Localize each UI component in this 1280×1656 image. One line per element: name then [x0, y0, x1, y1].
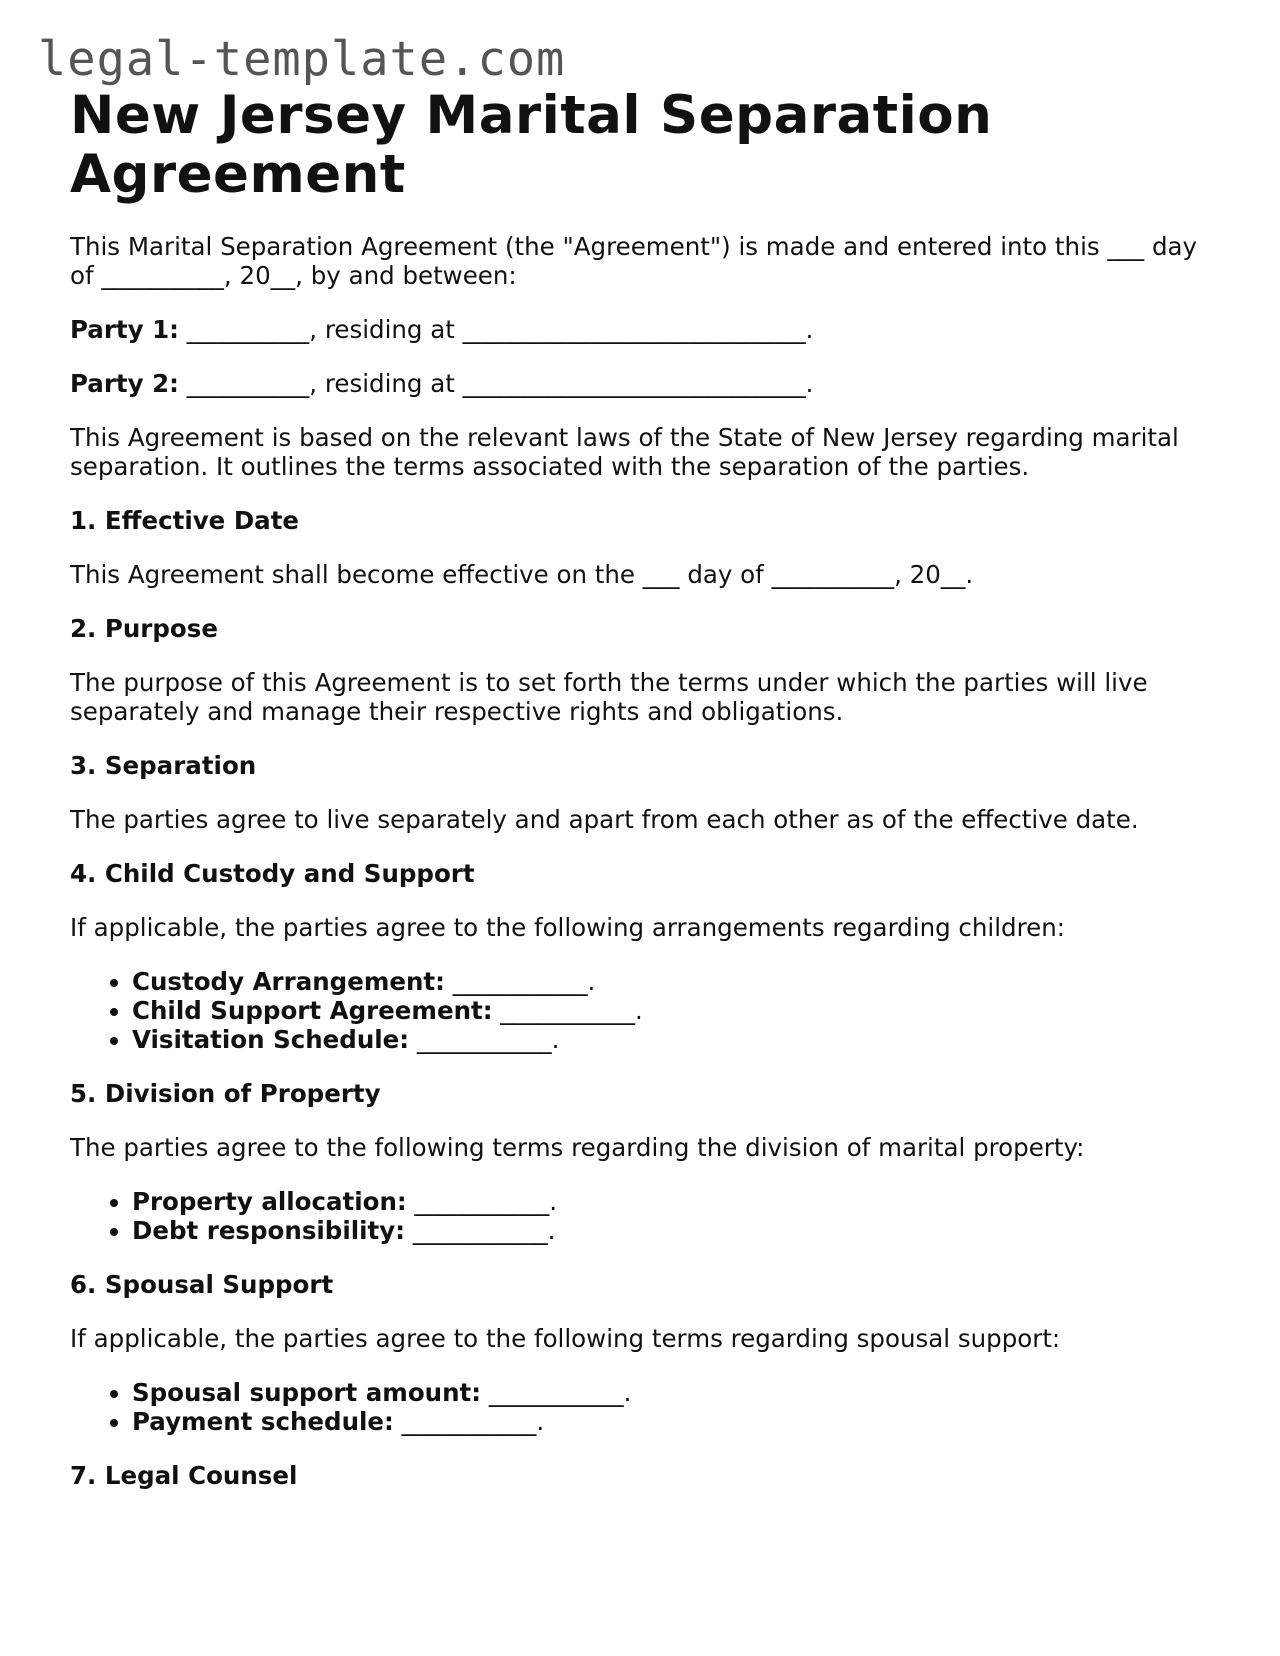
list-item-label: Spousal support amount: [132, 1378, 482, 1407]
section-heading-spousal-support: 6. Spousal Support [70, 1270, 334, 1299]
child-custody-list [70, 967, 1220, 1054]
section-heading-division-of-property: 5. Division of Property [70, 1079, 381, 1108]
section-heading-effective-date: 1. Effective Date [70, 506, 300, 535]
section-body-division-of-property: The parties agree to the following terms regarding the division of marital property: [70, 1133, 1085, 1162]
list-item-blank: ___________. [406, 1187, 558, 1216]
section-heading-child-custody: 4. Child Custody and Support [70, 859, 475, 888]
intro-paragraph: This Marital Separation Agreement (the "Agreement") is made and entered into this ___ day of __________, 20__, by and between: [70, 232, 1198, 290]
division-of-property-list [70, 1187, 1220, 1245]
party-2-line [70, 369, 1220, 398]
party-2-label: Party 2: [70, 369, 179, 398]
party-1-label: Party 1: [70, 315, 179, 344]
document-title: New Jersey Marital Separation Agreement [70, 85, 993, 205]
list-item-blank: ___________. [444, 967, 596, 996]
party-1-text: __________, residing at ____________________________. [178, 315, 814, 344]
section-body-effective-date: This Agreement shall become effective on the ___ day of __________, 20__. [70, 560, 974, 589]
section-body-separation: The parties agree to live separately and apart from each other as of the effective date. [70, 805, 1139, 834]
list-item [132, 1216, 1220, 1245]
list-item [132, 1025, 1220, 1054]
section-body-purpose: The purpose of this Agreement is to set forth the terms under which the parties will live separately and manage their respective rights and obligations. [70, 668, 1148, 726]
section-body-spousal-support: If applicable, the parties agree to the following terms regarding spousal support: [70, 1324, 1061, 1353]
list-item [132, 967, 1220, 996]
section-heading-purpose: 2. Purpose [70, 614, 218, 643]
party-1-line [70, 315, 1220, 344]
list-item-blank: ___________. [492, 996, 643, 1025]
list-item-blank: ___________. [393, 1407, 545, 1436]
spousal-support-list [70, 1378, 1220, 1436]
document-page [70, 86, 1220, 1515]
party-2-text: __________, residing at ____________________________. [178, 369, 814, 398]
list-item-label: Child Support Agreement: [132, 996, 493, 1025]
basis-paragraph: This Agreement is based on the relevant laws of the State of New Jersey regarding marital separation. It outlines the terms associated with the separation of the parties. [70, 423, 1179, 481]
list-item [132, 996, 1220, 1025]
section-heading-legal-counsel: 7. Legal Counsel [70, 1461, 298, 1490]
list-item-blank: ___________. [481, 1378, 632, 1407]
section-body-child-custody: If applicable, the parties agree to the following arrangements regarding children: [70, 913, 1065, 942]
section-heading-separation: 3. Separation [70, 751, 257, 780]
list-item-label: Property allocation: [132, 1187, 407, 1216]
list-item-label: Visitation Schedule: [132, 1025, 410, 1054]
list-item-label: Payment schedule: [132, 1407, 394, 1436]
watermark: legal-template.com [38, 32, 566, 87]
list-item-label: Custody Arrangement: [132, 967, 445, 996]
list-item [132, 1378, 1220, 1407]
list-item [132, 1407, 1220, 1436]
list-item [132, 1187, 1220, 1216]
list-item-blank: ___________. [405, 1216, 556, 1245]
list-item-label: Debt responsibility: [132, 1216, 406, 1245]
list-item-blank: ___________. [409, 1025, 560, 1054]
